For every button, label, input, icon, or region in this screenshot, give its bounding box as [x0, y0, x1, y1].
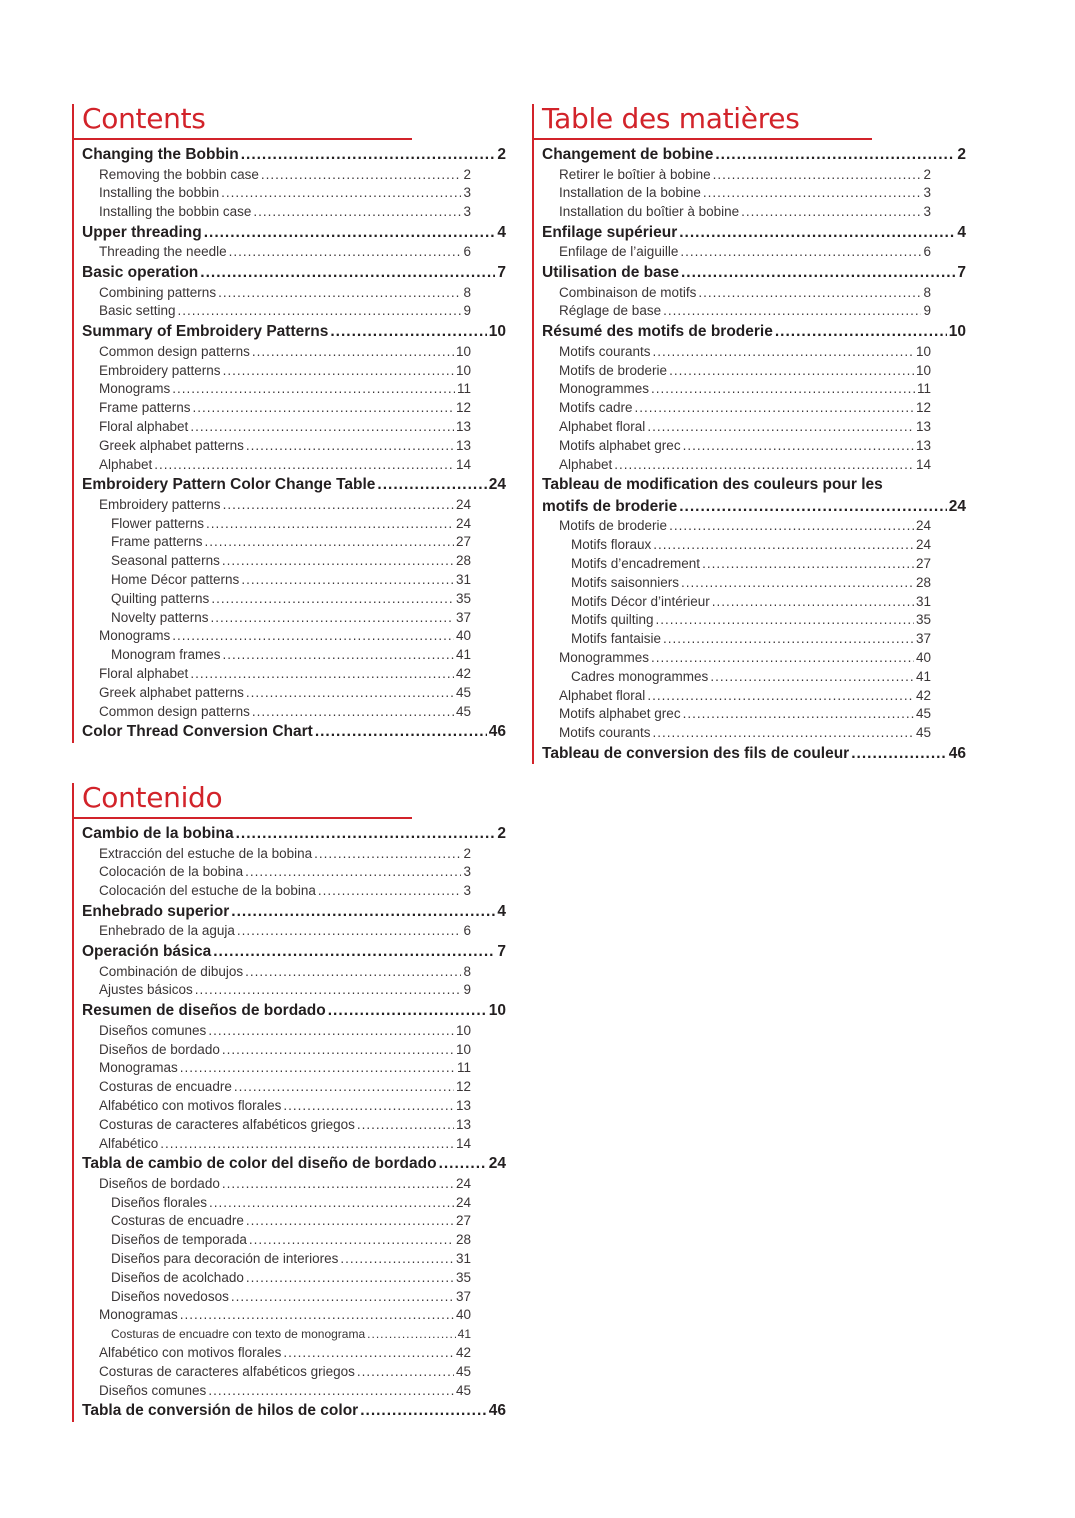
- toc-entry[interactable]: Motifs floraux ..... 24: [534, 536, 931, 555]
- toc-entry[interactable]: Summary of Embroidery Patterns ..... 10: [74, 321, 506, 343]
- toc-entry[interactable]: Monogramas ..... 40: [74, 1306, 471, 1325]
- toc-entry[interactable]: Basic setting ..... 9: [74, 302, 471, 321]
- toc-entry[interactable]: Motifs courants ..... 10: [534, 343, 931, 362]
- toc-entry[interactable]: Enfilage supérieur ..... 4: [534, 222, 966, 244]
- toc-entry[interactable]: Combinación de dibujos ..... 8: [74, 963, 471, 982]
- toc-entry[interactable]: Diseños para decoración de interiores ..... 31: [74, 1250, 471, 1269]
- toc-entry[interactable]: Motifs de broderie ..... 10: [534, 362, 931, 381]
- toc-entry[interactable]: Costuras de caracteres alfabéticos griegos ..... 13: [74, 1116, 471, 1135]
- toc-entry[interactable]: Cambio de la bobina ..... 2: [74, 823, 506, 845]
- toc-entry[interactable]: Alphabet floral ..... 13: [534, 418, 931, 437]
- table-des-matieres-title: Table des matières: [542, 102, 800, 135]
- toc-entry[interactable]: Common design patterns ..... 10: [74, 343, 471, 362]
- contenido-heading: [72, 783, 502, 819]
- table-des-matieres-list: [532, 140, 966, 764]
- toc-entry[interactable]: Extracción del estuche de la bobina ..... 2: [74, 845, 471, 864]
- toc-entry[interactable]: Threading the needle ..... 6: [74, 243, 471, 262]
- toc-entry[interactable]: Motifs de broderie ..... 24: [534, 517, 931, 536]
- toc-entry[interactable]: Motifs d’encadrement ..... 27: [534, 555, 931, 574]
- toc-entry[interactable]: Enhebrado de la aguja ..... 6: [74, 922, 471, 941]
- toc-entry[interactable]: Monogrammes ..... 40: [534, 649, 931, 668]
- toc-entry[interactable]: Alphabet ..... 14: [74, 456, 471, 475]
- toc-entry[interactable]: Diseños de bordado ..... 10: [74, 1041, 471, 1060]
- toc-entry[interactable]: Réglage de base ..... 9: [534, 302, 931, 321]
- toc-entry[interactable]: Alphabet ..... 14: [534, 456, 931, 475]
- toc-entry[interactable]: Changing the Bobbin ..... 2: [74, 144, 506, 166]
- contenido-section: [72, 781, 506, 1422]
- toc-entry[interactable]: Greek alphabet patterns ..... 13: [74, 437, 471, 456]
- toc-entry[interactable]: Ajustes básicos ..... 9: [74, 981, 471, 1000]
- toc-entry[interactable]: Common design patterns ..... 45: [74, 703, 471, 722]
- toc-entry[interactable]: Quilting patterns ..... 35: [74, 590, 471, 609]
- toc-entry[interactable]: Diseños comunes ..... 10: [74, 1022, 471, 1041]
- toc-entry[interactable]: Monogram frames ..... 41: [74, 646, 471, 665]
- toc-entry[interactable]: Costuras de encuadre ..... 12: [74, 1078, 471, 1097]
- toc-entry[interactable]: Home Décor patterns ..... 31: [74, 571, 471, 590]
- toc-entry[interactable]: Operación básica ..... 7: [74, 941, 506, 963]
- toc-entry[interactable]: Removing the bobbin case ..... 2: [74, 166, 471, 185]
- toc-entry[interactable]: Motifs courants ..... 45: [534, 724, 931, 743]
- heading-bar: [72, 104, 74, 140]
- toc-entry[interactable]: Basic operation ..... 7: [74, 262, 506, 284]
- toc-entry[interactable]: Floral alphabet ..... 13: [74, 418, 471, 437]
- toc-entry[interactable]: Monograms ..... 11: [74, 380, 471, 399]
- toc-entry-line2: motifs de broderie ..... 24: [542, 496, 966, 518]
- toc-entry[interactable]: Enfilage de l’aiguille ..... 6: [534, 243, 931, 262]
- toc-entry[interactable]: Resumen de diseños de bordado ..... 10: [74, 1000, 506, 1022]
- toc-entry[interactable]: Motifs cadre ..... 12: [534, 399, 931, 418]
- toc-entry[interactable]: Motifs fantaisie ..... 37: [534, 630, 931, 649]
- toc-entry[interactable]: Upper threading ..... 4: [74, 222, 506, 244]
- toc-entry[interactable]: Flower patterns ..... 24: [74, 515, 471, 534]
- toc-entry[interactable]: Alfabético con motivos florales ..... 42: [74, 1344, 471, 1363]
- toc-entry[interactable]: Costuras de caracteres alfabéticos griegos ..... 45: [74, 1363, 471, 1382]
- toc-entry[interactable]: Monograms ..... 40: [74, 627, 471, 646]
- toc-entry[interactable]: Tabla de conversión de hilos de color ..... 46: [74, 1400, 506, 1422]
- toc-entry[interactable]: [534, 474, 966, 517]
- contents-section: [72, 102, 506, 743]
- table-des-matieres-heading: [532, 104, 962, 140]
- toc-entry[interactable]: Motifs saisonniers ..... 28: [534, 574, 931, 593]
- toc-entry[interactable]: Novelty patterns ..... 37: [74, 609, 471, 628]
- toc-entry[interactable]: Combining patterns ..... 8: [74, 284, 471, 303]
- contents-list: [72, 140, 506, 743]
- toc-entry[interactable]: Costuras de encuadre ..... 27: [74, 1212, 471, 1231]
- toc-entry[interactable]: Seasonal patterns ..... 28: [74, 552, 471, 571]
- toc-entry[interactable]: Embroidery patterns ..... 24: [74, 496, 471, 515]
- toc-entry[interactable]: Tableau de conversion des fils de couleur ..... 46: [534, 743, 966, 765]
- toc-entry[interactable]: Embroidery Pattern Color Change Table ..... 24: [74, 474, 506, 496]
- table-des-matieres-section: [532, 102, 966, 764]
- toc-entry[interactable]: Motifs Décor d’intérieur ..... 31: [534, 593, 931, 612]
- toc-entry[interactable]: Motifs alphabet grec ..... 45: [534, 705, 931, 724]
- toc-entry[interactable]: Cadres monogrammes ..... 41: [534, 668, 931, 687]
- heading-bar: [532, 104, 534, 140]
- toc-entry[interactable]: Alphabet floral ..... 42: [534, 687, 931, 706]
- toc-entry[interactable]: Diseños de acolchado ..... 35: [74, 1269, 471, 1288]
- toc-entry[interactable]: Diseños de bordado ..... 24: [74, 1175, 471, 1194]
- toc-entry[interactable]: Combinaison de motifs ..... 8: [534, 284, 931, 303]
- toc-entry[interactable]: Monogrammes ..... 11: [534, 380, 931, 399]
- contents-heading: [72, 104, 502, 140]
- toc-entry-line1: Tableau de modification des couleurs pour les: [542, 476, 883, 494]
- toc-entry[interactable]: Alfabético ..... 14: [74, 1135, 471, 1154]
- toc-entry[interactable]: Monogramas ..... 11: [74, 1059, 471, 1078]
- toc-entry[interactable]: Colocación del estuche de la bobina ..... 3: [74, 882, 471, 901]
- toc-entry[interactable]: Floral alphabet ..... 42: [74, 665, 471, 684]
- contenido-title: Contenido: [82, 781, 223, 814]
- toc-entry[interactable]: Motifs quilting ..... 35: [534, 611, 931, 630]
- toc-entry[interactable]: Color Thread Conversion Chart ..... 46: [74, 721, 506, 743]
- toc-entry[interactable]: Résumé des motifs de broderie ..... 10: [534, 321, 966, 343]
- toc-entry[interactable]: Tabla de cambio de color del diseño de bordado ..... 24: [74, 1153, 506, 1175]
- toc-entry[interactable]: Diseños florales ..... 24: [74, 1194, 471, 1213]
- toc-entry[interactable]: Alfabético con motivos florales ..... 13: [74, 1097, 471, 1116]
- toc-entry[interactable]: Greek alphabet patterns ..... 45: [74, 684, 471, 703]
- toc-entry[interactable]: Costuras de encuadre con texto de monograma ..... 41: [74, 1325, 471, 1344]
- toc-entry[interactable]: Motifs alphabet grec ..... 13: [534, 437, 931, 456]
- contents-title: Contents: [82, 102, 206, 135]
- heading-bar: [72, 783, 74, 819]
- toc-entry[interactable]: Frame patterns ..... 12: [74, 399, 471, 418]
- toc-entry[interactable]: Embroidery patterns ..... 10: [74, 362, 471, 381]
- toc-entry[interactable]: Frame patterns ..... 27: [74, 533, 471, 552]
- toc-entry[interactable]: Diseños comunes ..... 45: [74, 1382, 471, 1401]
- toc-entry[interactable]: Retirer le boîtier à bobine ..... 2: [534, 166, 931, 185]
- toc-entry[interactable]: Diseños de temporada ..... 28: [74, 1231, 471, 1250]
- toc-entry[interactable]: Enhebrado superior ..... 4: [74, 901, 506, 923]
- toc-entry[interactable]: Colocación de la bobina ..... 3: [74, 863, 471, 882]
- toc-entry[interactable]: Installing the bobbin ..... 3: [74, 184, 471, 203]
- toc-entry[interactable]: Utilisation de base ..... 7: [534, 262, 966, 284]
- toc-entry[interactable]: Changement de bobine ..... 2: [534, 144, 966, 166]
- toc-entry[interactable]: Installation de la bobine ..... 3: [534, 184, 931, 203]
- contenido-list: [72, 819, 506, 1422]
- toc-entry[interactable]: Installing the bobbin case ..... 3: [74, 203, 471, 222]
- toc-entry[interactable]: Diseños novedosos ..... 37: [74, 1288, 471, 1307]
- toc-entry[interactable]: Installation du boîtier à bobine ..... 3: [534, 203, 931, 222]
